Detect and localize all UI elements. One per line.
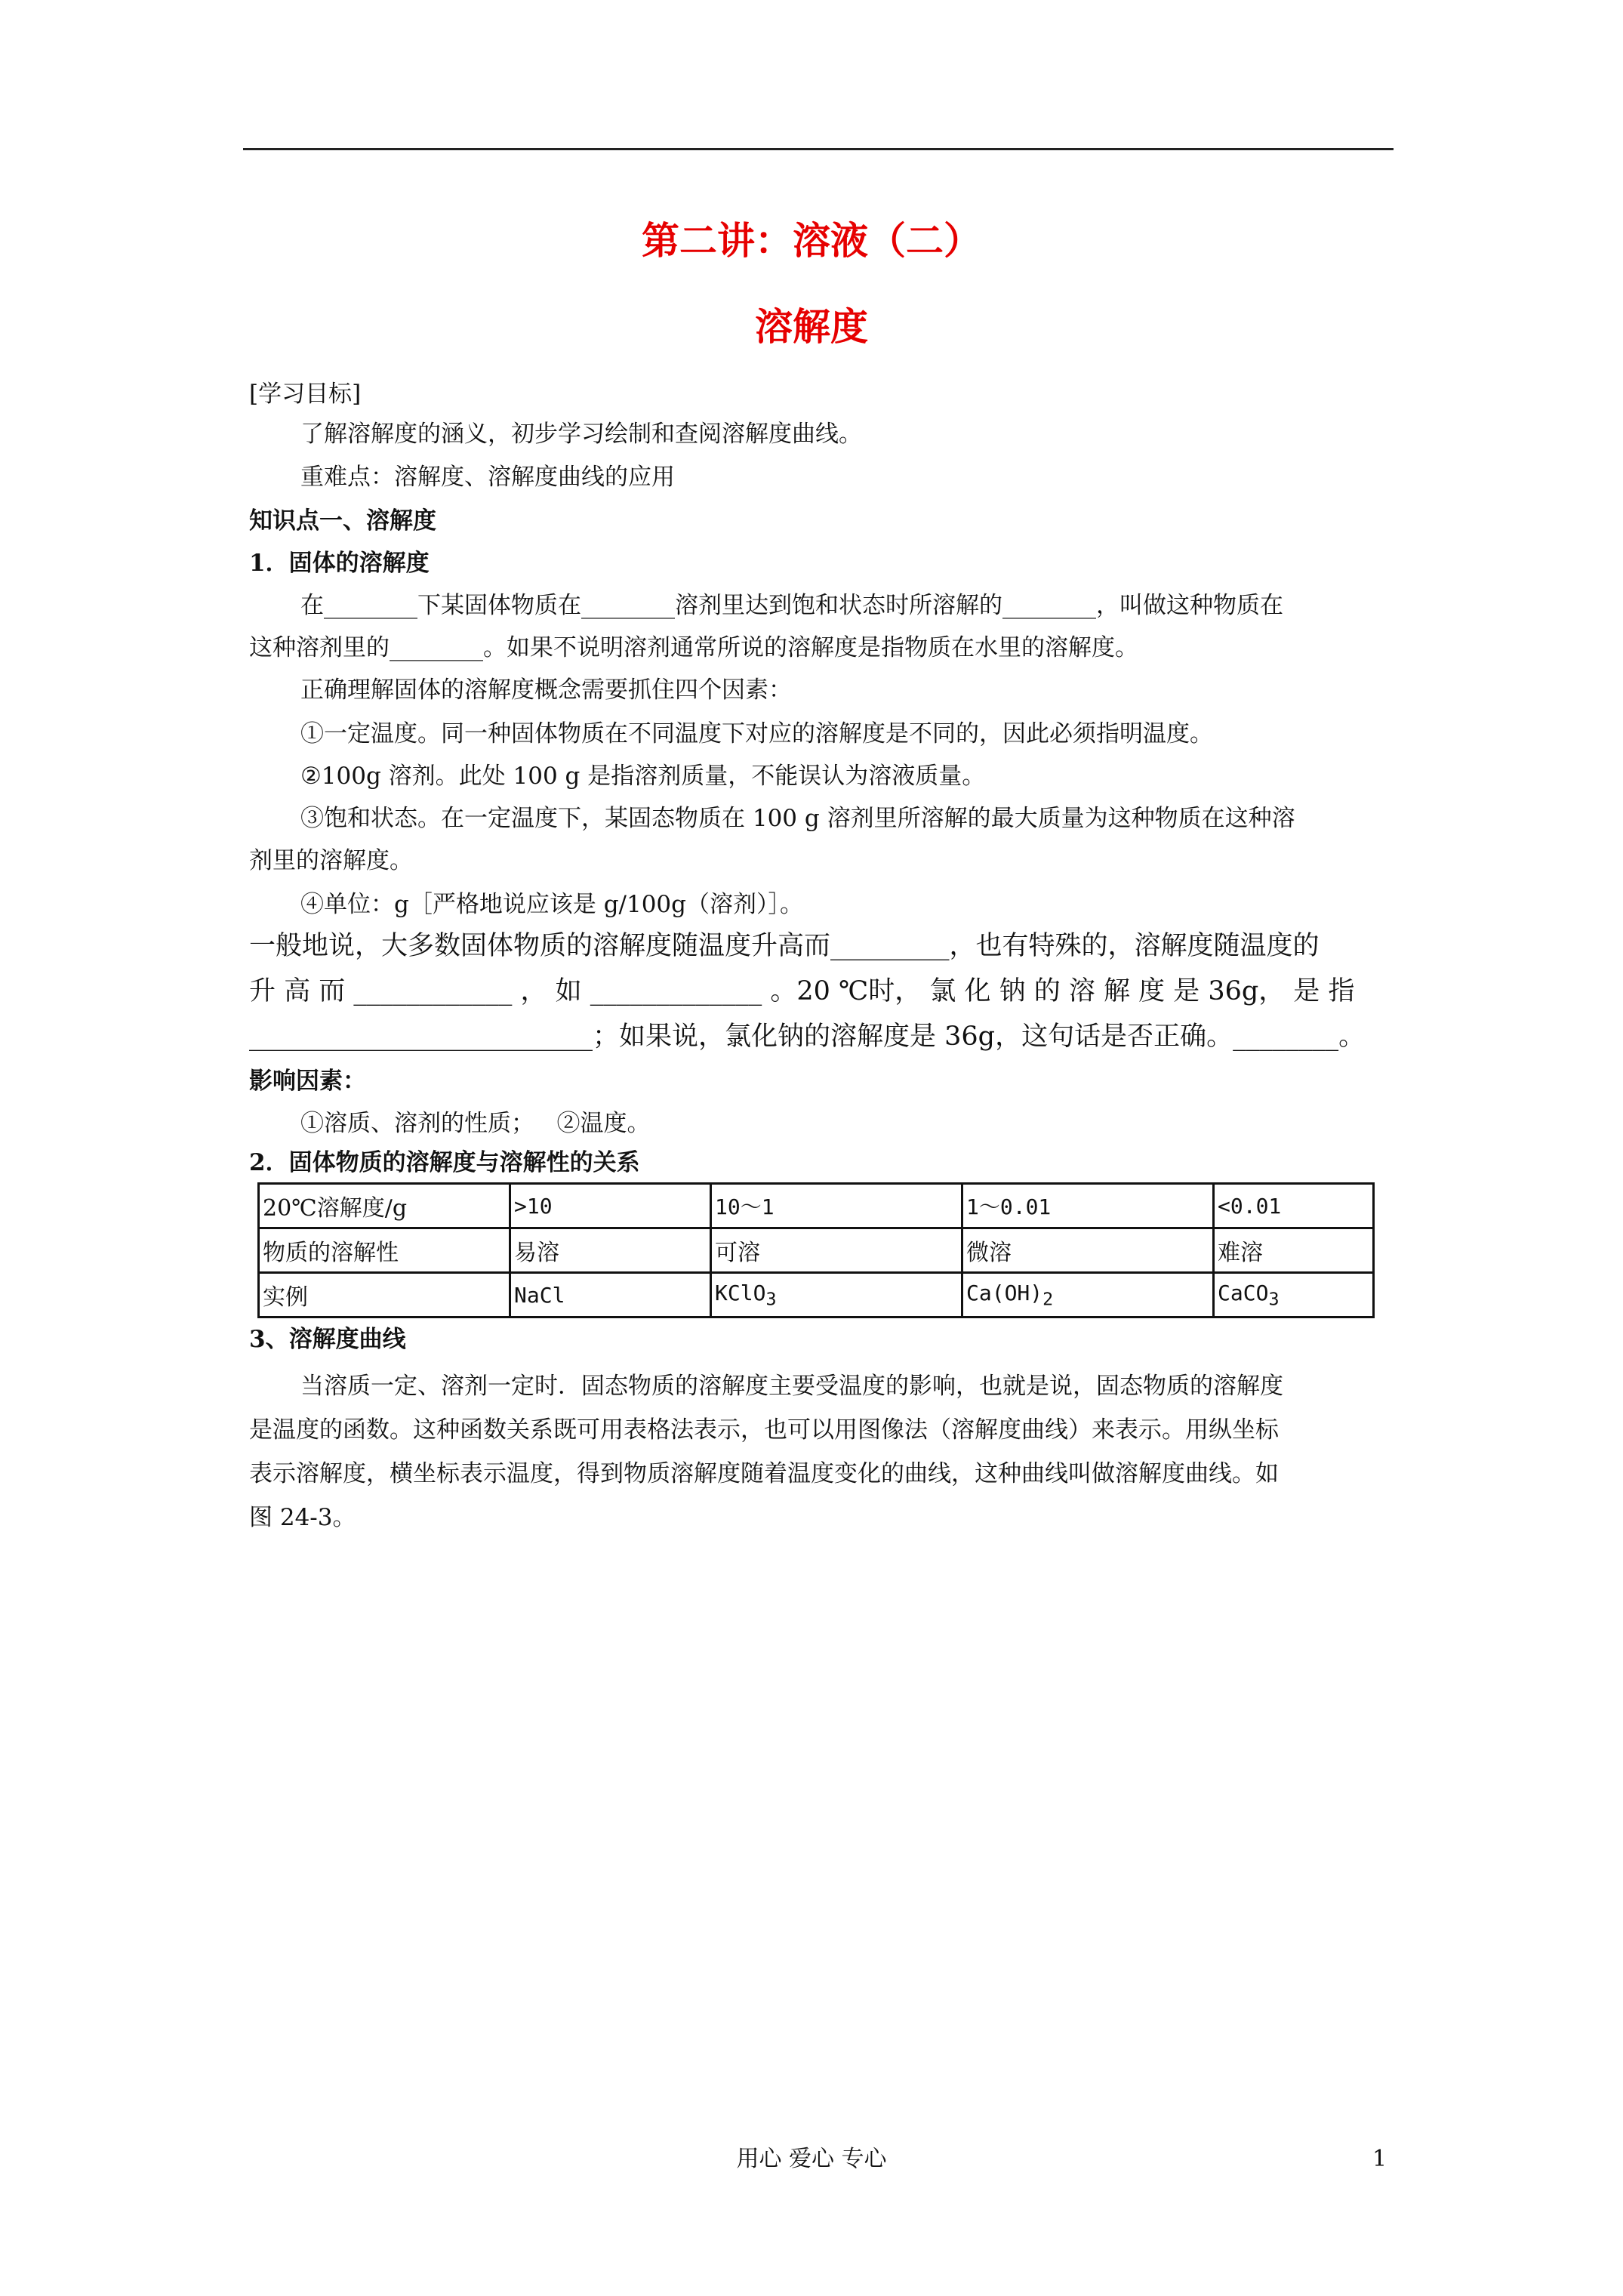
table-cell: 实例 bbox=[259, 1273, 510, 1318]
table-cell: 20℃溶解度/g bbox=[259, 1184, 510, 1228]
table-cell: 可溶 bbox=[711, 1228, 962, 1273]
section3-para-line3: 表示溶解度，横坐标表示温度，得到物质溶解度随着温度变化的曲线，这种曲线叫做溶解度曲线。如 bbox=[249, 1460, 1279, 1487]
formula-subscript: 3 bbox=[1268, 1288, 1280, 1310]
general-line1: 一般地说，大多数固体物质的溶解度随温度升高而_________，也有特殊的，溶解度随温度的 bbox=[249, 931, 1320, 961]
table-row bbox=[259, 1184, 1374, 1228]
page-subtitle: 溶解度 bbox=[755, 304, 868, 349]
table-cell bbox=[711, 1273, 962, 1318]
table-cell: >10 bbox=[510, 1184, 711, 1228]
definition-line2: 这种溶剂里的________。如果不说明溶剂通常所说的溶解度是指物质在水里的溶解度。 bbox=[249, 634, 1138, 661]
general-line2: 升 高 而 ____________ ， 如 _____________ 。20 ℃时， 氯 化 钠 的 溶 解 度 是 36g， 是 指 bbox=[249, 976, 1355, 1006]
influence-items: ①溶质、溶剂的性质； ②温度。 bbox=[300, 1110, 651, 1137]
table-cell: 难溶 bbox=[1214, 1228, 1374, 1273]
formula-subscript: 2 bbox=[1042, 1288, 1054, 1310]
solubility-table bbox=[257, 1182, 1375, 1318]
factor-3-line1: ③饱和状态。在一定温度下，某固态物质在 100 g 溶剂里所溶解的最大质量为这种物质在这种溶 bbox=[300, 805, 1295, 832]
goals-heading: [学习目标] bbox=[249, 381, 362, 408]
factors-intro: 正确理解固体的溶解度概念需要抓住四个因素： bbox=[300, 676, 792, 704]
influence-heading: 影响因素： bbox=[249, 1068, 366, 1095]
formula-text: KClO bbox=[715, 1280, 766, 1305]
header-rule bbox=[243, 148, 1394, 150]
table-cell: NaCl bbox=[510, 1273, 711, 1318]
table-cell: 微溶 bbox=[962, 1228, 1214, 1273]
factor-3-line2: 剂里的溶解度。 bbox=[249, 847, 413, 874]
definition-line1: 在________下某固体物质在________溶剂里达到饱和状态时所溶解的________，叫做这种物质在 bbox=[300, 592, 1283, 619]
section1-sub1: 1．固体的溶解度 bbox=[249, 550, 430, 577]
section1-heading: 知识点一、溶解度 bbox=[249, 507, 436, 535]
page-number: 1 bbox=[1372, 2146, 1387, 2172]
formula-text: Ca(OH) bbox=[966, 1280, 1043, 1305]
factor-2: ②100g 溶剂。此处 100 g 是指溶剂质量，不能误认为溶液质量。 bbox=[300, 763, 986, 790]
formula-subscript: 3 bbox=[765, 1288, 777, 1310]
section3-heading: 3、溶解度曲线 bbox=[249, 1326, 406, 1353]
section3-para-line1: 当溶质一定、溶剂一定时．固态物质的溶解度主要受温度的影响，也就是说，固态物质的溶解度 bbox=[300, 1373, 1283, 1400]
table-cell: 10～1 bbox=[711, 1184, 962, 1228]
table-cell: 物质的溶解性 bbox=[259, 1228, 510, 1273]
goals-text: 了解溶解度的涵义，初步学习绘制和查阅溶解度曲线。 bbox=[300, 421, 862, 448]
factor-1: ①一定温度。同一种固体物质在不同温度下对应的溶解度是不同的，因此必须指明温度。 bbox=[300, 720, 1213, 747]
section3-para-line2: 是温度的函数。这种函数关系既可用表格法表示，也可以用图像法（溶解度曲线）来表示。用纵坐标 bbox=[249, 1416, 1279, 1444]
table-row bbox=[259, 1273, 1374, 1318]
key-points: 重难点：溶解度、溶解度曲线的应用 bbox=[300, 464, 675, 491]
section1-sub2: 2．固体物质的溶解度与溶解性的关系 bbox=[249, 1149, 640, 1176]
table-cell: 易溶 bbox=[510, 1228, 711, 1273]
table-cell: <0.01 bbox=[1214, 1184, 1374, 1228]
formula-text: CaCO bbox=[1218, 1280, 1269, 1305]
table-cell bbox=[1214, 1273, 1374, 1318]
table-cell bbox=[962, 1273, 1214, 1318]
factor-4: ④单位：g［严格地说应该是 g/100g（溶剂）］。 bbox=[300, 891, 803, 918]
footer-text: 用心 爱心 专心 bbox=[736, 2146, 887, 2172]
table-row bbox=[259, 1228, 1374, 1273]
section3-para-line4: 图 24-3。 bbox=[249, 1504, 356, 1531]
page-title: 第二讲：溶液（二） bbox=[642, 218, 981, 263]
table-cell: 1～0.01 bbox=[962, 1184, 1214, 1228]
general-line3: __________________________；如果说，氯化钠的溶解度是 36g，这句话是否正确。________。 bbox=[249, 1022, 1366, 1052]
